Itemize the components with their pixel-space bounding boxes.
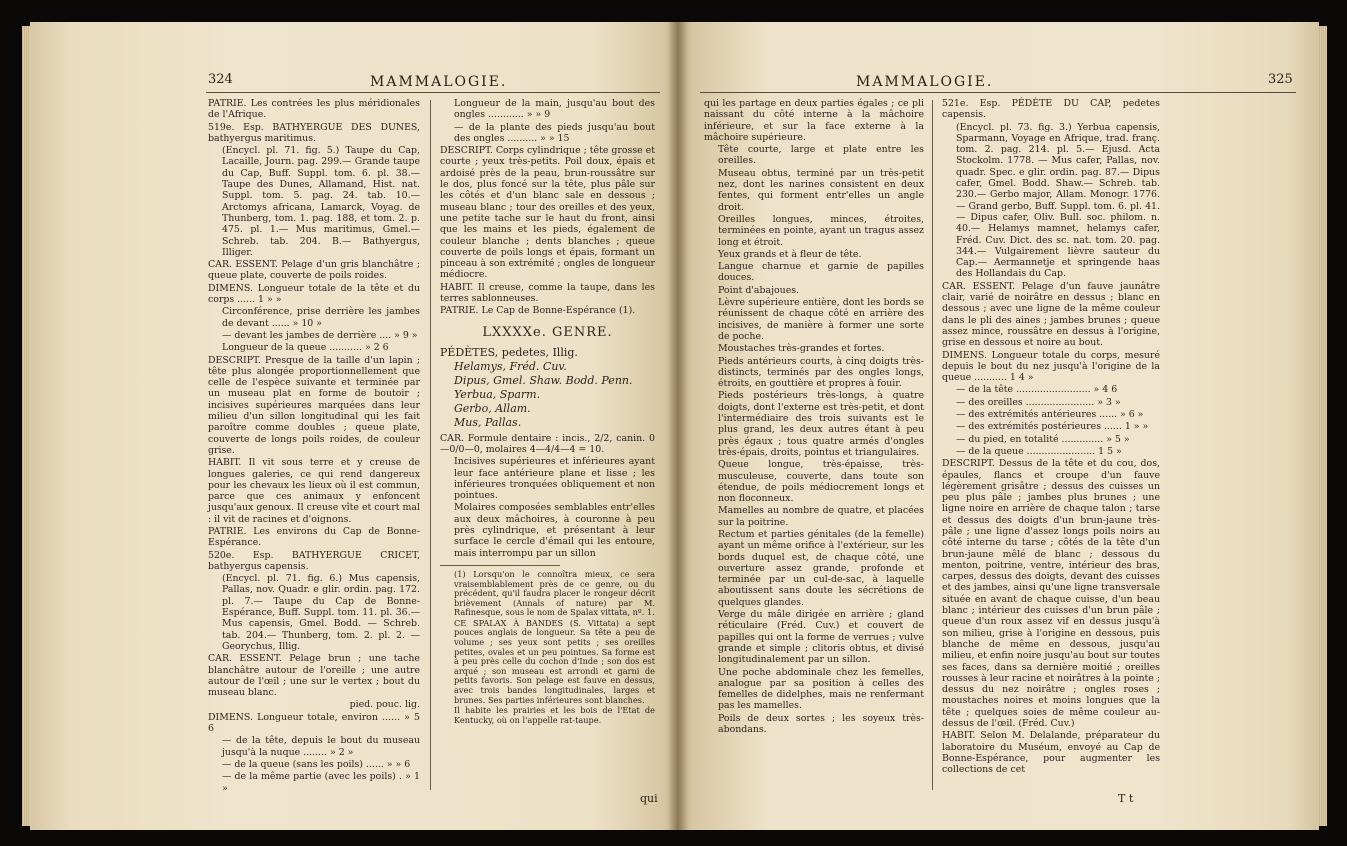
paragraph: Moustaches très-grandes et fortes. xyxy=(718,343,885,355)
habitat: HABIT. Il vit sous terre et y creuse de longues galeries, ce qui rend dangereux pour les chevaux les lieux où il est commun, parce que ces animaux y enfoncent jusqu'aux genoux. Il creuse vîte et court mal : il vit de racines et d'oignons. xyxy=(208,457,420,525)
right-page-number: 325 xyxy=(1268,72,1293,87)
paragraph: Mamelles au nombre de quatre, et placées sur la poitrine. xyxy=(718,505,924,528)
paragraph: Point d'abajoues. xyxy=(718,284,800,296)
essential-characters: CAR. ESSENT. Pelage d'un gris blanchâtre ; queue plate, couverte de poils roides. xyxy=(208,259,420,282)
genus-synonym: Yerbua, Sparm. xyxy=(454,387,541,401)
paragraph: Poils de deux sortes ; les soyeux très-abondans. xyxy=(718,712,924,736)
dimension-row: — des oreilles ....................... » 3 » xyxy=(956,396,1121,408)
catchword: qui xyxy=(640,792,658,805)
description: DESCRIPT. Corps cylindrique ; tête grosse et courte ; yeux très-petits. Poil doux, épais et ardoisé près de la peau, brun-roussâtre sur le dos, plus foncé sur la tête, plus pâle sur les côtés et d'un blanc sale en dessous ; museau blanc ; tour des oreilles et des yeux, une petite tache sur le haut du front, ainsi que les mains et les pieds, également de couleur blanche ; dents blanches ; queue couverte de poils longs et épais, formant un pinceau à son extrémité ; ongles de longueur médiocre. xyxy=(440,145,655,281)
paragraph: qui les partage en deux parties égales ; ce pli naissant du côté interne à la mâchoire inférieure, et sur la face externe à la mâchoire supérieure. xyxy=(704,98,924,143)
dimension-units: pied. pouc. lig. xyxy=(349,699,420,711)
synonymy: (Encycl. pl. 71. fig. 5.) Taupe du Cap, Lacaille, Journ. pag. 299.— Grande taupe du Cap, Buff. Suppl. tom. 6. pl. 38.— Taupe des Dunes, Allamand, Hist. nat. Suppl. tom. 5. pag. 24. tab. 10.— Arctomys africana, Lamarck, Voyag. de Thunberg, tom. 1. pag. 188, et tom. 2. p. 475. pl. 1.— Mus maritimus, Gmel.— Schreb. tab. 204. B.— Bathyergus, Illiger. xyxy=(222,145,420,258)
dimension-row: DIMENS. Longueur totale du corps, mesuré depuis le bout du nez jusqu'à l'origine de la queue ........... 1 4 » xyxy=(942,349,1160,384)
genus-synonym: Helamys, Fréd. Cuv. xyxy=(454,359,567,373)
dimension-row: DIMENS. Longueur totale, environ ...... » 5 6 xyxy=(208,711,420,735)
paragraph: PATRIE. Les environs du Cap de Bonne-Espérance. xyxy=(208,525,420,549)
dimension-row: — devant les jambes de derrière .... » 9 » xyxy=(222,329,418,341)
right-column-1 xyxy=(704,98,924,736)
genus-heading: LXXXXe. GENRE. xyxy=(482,324,613,340)
dimension-row: — de la plante des pieds jusqu'au bout des ongles .......... » » 15 xyxy=(454,121,655,144)
paragraph: Verge du mâle dirigée en arrière ; gland réticulaire (Fréd. Cuv.) et couvert de papilles qui ont la forme de verrues ; vulve grande et simple ; clitoris obtus, et divisé longitudinalement par un sillon. xyxy=(718,609,924,666)
essential-characters: CAR. ESSENT. Pelage brun ; une tache blanchâtre autour de l'oreille ; une autre autour de l'œil ; une sur le vertex ; bout du museau blanc. xyxy=(208,653,420,699)
paragraph: Pieds postérieurs très-longs, à quatre doigts, dont l'externe est très-petit, et dont l'intermédiaire des trois suivants est le plus grand, les deux autres étant à peu près égaux ; tous quatre armés d'ongles très-épais, droits, pointus et triangulaires. xyxy=(718,390,924,458)
genus-synonym-list xyxy=(440,346,655,429)
paragraph: Une poche abdominale chez les femelles, analogue par sa position à celles des femelles de didelphes, mais ne renfermant pas les mamelles. xyxy=(718,666,924,712)
dimension-row: — des extrémités postérieures ...... 1 » » xyxy=(956,421,1149,433)
essential-characters: CAR. ESSENT. Pelage d'un fauve jaunâtre clair, varié de noirâtre en dessus ; blanc en dessous ; avec une ligne de la même couleur dans le pli des aines ; jambes brunes ; queue assez mince, roussâtre en dessus à l'origine, grise en dessous et noire au bout. xyxy=(942,280,1160,349)
right-page xyxy=(678,22,1319,830)
paragraph: Lèvre supérieure entière, dont les bords se réunissent de chaque côté en arrière des incisives, de manière à former une sorte de poche. xyxy=(718,297,924,342)
left-running-head: MAMMALOGIE. xyxy=(370,74,508,90)
synonymy: (Encycl. pl. 73. fig. 3.) Yerbua capensis, Sparmann, Voyage en Afrique, trad. franç. tom. 2. pag. 214. pl. 5.— Ejusd. Acta Stockolm. 1778. — Mus cafer, Pallas, nov. quadr. Spec. e glir. ordin. pag. 87.— Dipus cafer, Gmel. Bodd. Shaw.— Schreb. tab. 230.— Gerbo major, Allam. Monogr. 1776.— Grand gerbo, Buff. Suppl. tom. 6. pl. 41.— Dipus cafer, Oliv. Bull. soc. philom. n. 40.— Helamys mamnet, helamys cafer, Fréd. Cuv. Dict. des sc. nat. tom. 20. pag. 344.— Vulgairement lièvre sauteur du Cap.— Aermannetje et springende haas des Hollandais du Cap. xyxy=(956,121,1160,280)
dimension-row: — des extrémités antérieures ...... » 6 » xyxy=(956,409,1144,421)
paragraph: Rectum et parties génitales (de la femelle) ayant un même orifice à l'extérieur, sur les bords duquel est, de chaque côté, une ouverture assez grande, profonde et terminée par un cul-de-sac, à laquelle aboutissent sans doute les sécrétions de quelques glandes. xyxy=(718,528,924,608)
footnote-rule xyxy=(440,565,560,566)
left-column-2 xyxy=(440,98,655,726)
right-running-head: MAMMALOGIE. xyxy=(856,74,994,90)
footnote: CE SPALAX À BANDES (S. Vittata) a sept pouces anglais de longueur. Sa tête a peu de volume ; ses yeux sont petits ; ses oreilles petites, ovales et un peu pointues. Sa forme est à peu près celle du cochon d'Inde ; son dos est arqué ; son museau est arrondi et garni de petits favoris. Son pelage est fauve en dessus, avec trois bandes longitudinales, larges et brunes. Ses parties inférieures sont blanches. xyxy=(454,617,655,705)
description: DESCRIPT. Presque de la taille d'un lapin ; tête plus alongée proportionnellement que celle de l'espèce suivante et terminée par un museau plat en forme de boutoir ; incisives supérieures marquées dans leur milieu d'un sillon longitudinal qui les fait paroître comme doubles ; queue plate, couverte de longs poils roides, de couleur grise. xyxy=(208,354,420,456)
dental-formula: CAR. Formule dentaire : incis., 2/2, canin. 0—0/0—0, molaires 4—4/4—4 = 10. xyxy=(440,432,655,455)
column-divider xyxy=(932,100,933,790)
dimension-row: Circonférence, prise derrière les jambes de devant ...... » 10 » xyxy=(222,306,420,329)
paragraph: Oreilles longues, minces, étroites, terminées en pointe, ayant un tragus assez long et étroit. xyxy=(718,213,924,248)
paragraph: Yeux grands et à fleur de tête. xyxy=(718,248,862,260)
synonymy: (Encycl. pl. 71. fig. 6.) Mus capensis, Pallas, nov. Quadr. e glir. ordin. pag. 172. pl. 7.— Taupe du Cap de Bonne-Espérance, Buff. Suppl. tom. 11. pl. 36.— Mus capensis, Gmel. Bodd. — Schreb. tab. 204.— Thunberg, tom. 2. pl. 2. — Georychus, Illig. xyxy=(222,573,420,652)
paragraph: PATRIE. Les contrées les plus méridionales de l'Afrique. xyxy=(208,98,420,121)
species-heading: 519e. Esp. BATHYERGUE DES DUNES, bathyergus maritimus. xyxy=(208,121,420,144)
dimension-row: — du pied, en totalité .............. » 5 » xyxy=(956,433,1130,445)
right-header-rule xyxy=(700,92,1296,93)
paragraph: Molaires composées semblables entr'elles aux deux mâchoires, à couronne à peu près cylindrique, et présentant à leur surface le cercle d'émail qui les entoure, mais interrompu par un sillon xyxy=(454,502,655,559)
left-column-1 xyxy=(208,98,420,795)
dimension-row: — de la tête, depuis le bout du museau jusqu'à la nuque ........ » 2 » xyxy=(222,735,420,758)
dimension-row: Longueur de la main, jusqu'au bout des ongles ............ » » 9 xyxy=(454,98,655,121)
genus-synonym: Mus, Pallas. xyxy=(454,415,522,429)
paragraph: Museau obtus, terminé par un très-petit nez, dont les narines consistent en deux fentes, qui forment entr'elles un angle droit. xyxy=(718,167,924,213)
book-gutter xyxy=(668,22,688,830)
species-heading: 521e. Esp. PÉDÈTE DU CAP, pedetes capensis. xyxy=(942,98,1160,121)
habitat: HABIT. Il creuse, comme la taupe, dans les terres sablonneuses. xyxy=(440,281,655,305)
column-divider xyxy=(430,100,431,790)
dimension-row: DIMENS. Longueur totale de la tête et du corps ...... 1 » » xyxy=(208,282,420,306)
footnote: Il habite les prairies et les bois de l'Etat de Kentucky, où on l'appelle rat-taupe. xyxy=(454,705,655,725)
description: DESCRIPT. Dessus de la tête et du cou, dos, épaules, flancs et croupe d'un fauve légèrement grisâtre ; dessus des cuisses un peu plus pâle ; jambes plus brunes ; une ligne noire en arrière de chaque talon ; tarse et dessus des doigts d'un brun-jaune très-pâle ; une ligne d'assez longs poils noirs au côté interne du tarse ; côtés de la tête d'un brun-jaune mêlé de blanc ; dessous du menton, poitrine, ventre, intérieur des bras, carpes, dessus des doigts, devant des cuisses et des jambes, ainsi qu'une ligne transversale située en avant de chaque cuisse, d'un beau blanc ; intérieur des cuisses d'un brun pâle ; queue d'un roux assez vif en dessus jusqu'à son milieu, grise à l'origine en dessous, puis blanche de même en dessous, jusqu'au milieu, et enfin noire jusqu'au bout sur toutes ses faces, dans sa dernière moitié ; oreilles rousses à leur racine et noirâtres à la pointe ; dessus du nez noirâtre ; ongles roses ; moustaches noires et moins longues que la tête ; quelques soies de même couleur au-dessus de l'œil. (Fréd. Cuv.) xyxy=(942,458,1160,730)
genus-synonym: Dipus, Gmel. Shaw. Bodd. Penn. xyxy=(454,373,633,387)
genus-synonym: PÉDÈTES, pedetes, Illig. xyxy=(440,345,578,359)
left-page xyxy=(30,22,678,830)
signature-mark: T t xyxy=(1118,792,1134,805)
dimension-row: — de la queue ....................... 1 5 » xyxy=(956,445,1122,457)
paragraph: Incisives supérieures et inférieures ayant leur face antérieure plane et lisse ; les inférieures tronquées obliquement et non pointues. xyxy=(454,456,655,502)
dimension-row: Longueur de la queue ........... » 2 6 xyxy=(222,342,389,354)
paragraph: Langue charnue et garnie de papilles douces. xyxy=(718,261,924,284)
genus-synonym: Gerbo, Allam. xyxy=(454,401,531,415)
dimension-row: — de la queue (sans les poils) ...... » » 6 xyxy=(222,758,411,770)
right-column-2 xyxy=(942,98,1160,777)
paragraph: Queue longue, très-épaisse, très-musculeuse, couverte, dans toute son étendue, de poils médiocrement longs et non floconneux. xyxy=(718,459,924,505)
habitat: HABIT. Selon M. Delalande, préparateur du laboratoire du Muséum, envoyé au Cap de Bonne-Espérance, pour augmenter les collections de cet xyxy=(942,730,1160,776)
left-header-rule xyxy=(206,92,660,93)
paragraph: Pieds antérieurs courts, à cinq doigts très-distincts, terminés par des ongles longs, étroits, en gouttière et propres à fouir. xyxy=(718,355,924,390)
species-heading: 520e. Esp. BATHYERGUE CRICET, bathyergus capensis. xyxy=(208,549,420,572)
dimension-row: — de la même partie (avec les poils) . » 1 » xyxy=(222,771,420,794)
dimension-row: — de la tête ......................... » 4 6 xyxy=(956,384,1118,396)
paragraph: Tête courte, large et plate entre les oreilles. xyxy=(718,144,924,167)
left-page-number: 324 xyxy=(208,72,233,87)
paragraph: PATRIE. Le Cap de Bonne-Espérance (1). xyxy=(440,305,636,317)
footnote: (1) Lorsqu'on le connoîtra mieux, ce sera vraisemblablement près de ce genre, ou du précédent, qu'il faudra placer le rongeur décrit brièvement (Annals of nature) par M. Rafinesque, sous le nom de Spalax vittata, nº. 1. xyxy=(454,568,655,618)
